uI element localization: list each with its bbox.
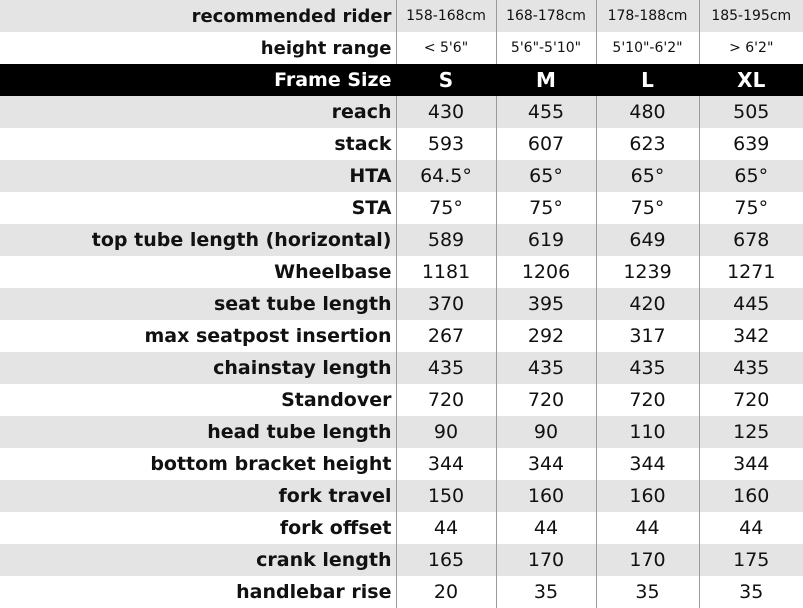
frame-size-header-value-s: S bbox=[396, 64, 496, 96]
stack-value-s: 593 bbox=[396, 128, 496, 160]
top-tube-length-horizontal-value-m: 619 bbox=[496, 224, 596, 256]
max-seatpost-insertion-row bbox=[0, 320, 803, 352]
crank-length-label: crank length bbox=[0, 544, 396, 576]
stack-value-xl: 639 bbox=[699, 128, 803, 160]
reach-label: reach bbox=[0, 96, 396, 128]
standover-row bbox=[0, 384, 803, 416]
chainstay-length-value-m: 435 bbox=[496, 352, 596, 384]
chainstay-length-row bbox=[0, 352, 803, 384]
standover-value-m: 720 bbox=[496, 384, 596, 416]
max-seatpost-insertion-value-s: 267 bbox=[396, 320, 496, 352]
reach-value-xl: 505 bbox=[699, 96, 803, 128]
head-tube-length-value-s: 90 bbox=[396, 416, 496, 448]
head-tube-length-value-m: 90 bbox=[496, 416, 596, 448]
fork-offset-label: fork offset bbox=[0, 512, 396, 544]
stack-value-l: 623 bbox=[596, 128, 699, 160]
fork-offset-value-s: 44 bbox=[396, 512, 496, 544]
crank-length-value-m: 170 bbox=[496, 544, 596, 576]
head-tube-length-value-xl: 125 bbox=[699, 416, 803, 448]
top-tube-length-horizontal-value-s: 589 bbox=[396, 224, 496, 256]
fork-travel-value-xl: 160 bbox=[699, 480, 803, 512]
wheelbase-value-s: 1181 bbox=[396, 256, 496, 288]
reach-value-s: 430 bbox=[396, 96, 496, 128]
fork-offset-row bbox=[0, 512, 803, 544]
hta-row bbox=[0, 160, 803, 192]
bottom-bracket-height-value-s: 344 bbox=[396, 448, 496, 480]
chainstay-length-value-xl: 435 bbox=[699, 352, 803, 384]
seat-tube-length-label: seat tube length bbox=[0, 288, 396, 320]
sta-value-xl: 75° bbox=[699, 192, 803, 224]
frame-size-header-label: Frame Size bbox=[0, 64, 396, 96]
sta-value-l: 75° bbox=[596, 192, 699, 224]
sta-value-m: 75° bbox=[496, 192, 596, 224]
wheelbase-row bbox=[0, 256, 803, 288]
standover-value-l: 720 bbox=[596, 384, 699, 416]
top-tube-length-horizontal-label: top tube length (horizontal) bbox=[0, 224, 396, 256]
max-seatpost-insertion-value-l: 317 bbox=[596, 320, 699, 352]
fork-offset-value-l: 44 bbox=[596, 512, 699, 544]
seat-tube-length-value-s: 370 bbox=[396, 288, 496, 320]
seat-tube-length-value-l: 420 bbox=[596, 288, 699, 320]
crank-length-value-l: 170 bbox=[596, 544, 699, 576]
bottom-bracket-height-value-m: 344 bbox=[496, 448, 596, 480]
sta-value-s: 75° bbox=[396, 192, 496, 224]
top-tube-length-horizontal-row bbox=[0, 224, 803, 256]
hta-value-m: 65° bbox=[496, 160, 596, 192]
height-range-value-xl: > 6'2" bbox=[699, 32, 803, 64]
frame-size-header-value-m: M bbox=[496, 64, 596, 96]
chainstay-length-value-l: 435 bbox=[596, 352, 699, 384]
hta-value-l: 65° bbox=[596, 160, 699, 192]
recommended-rider-label: recommended rider bbox=[0, 0, 396, 32]
height-range-row bbox=[0, 32, 803, 64]
stack-value-m: 607 bbox=[496, 128, 596, 160]
head-tube-length-value-l: 110 bbox=[596, 416, 699, 448]
reach-row bbox=[0, 96, 803, 128]
max-seatpost-insertion-label: max seatpost insertion bbox=[0, 320, 396, 352]
crank-length-value-s: 165 bbox=[396, 544, 496, 576]
fork-travel-label: fork travel bbox=[0, 480, 396, 512]
frame-size-header-row bbox=[0, 64, 803, 96]
bottom-bracket-height-value-l: 344 bbox=[596, 448, 699, 480]
handlebar-rise-value-s: 20 bbox=[396, 576, 496, 608]
reach-value-m: 455 bbox=[496, 96, 596, 128]
wheelbase-value-m: 1206 bbox=[496, 256, 596, 288]
height-range-label: height range bbox=[0, 32, 396, 64]
handlebar-rise-label: handlebar rise bbox=[0, 576, 396, 608]
frame-size-header-value-l: L bbox=[596, 64, 699, 96]
fork-travel-row bbox=[0, 480, 803, 512]
recommended-rider-value-l: 178-188cm bbox=[596, 0, 699, 32]
sta-label: STA bbox=[0, 192, 396, 224]
crank-length-row bbox=[0, 544, 803, 576]
max-seatpost-insertion-value-m: 292 bbox=[496, 320, 596, 352]
wheelbase-label: Wheelbase bbox=[0, 256, 396, 288]
handlebar-rise-value-xl: 35 bbox=[699, 576, 803, 608]
head-tube-length-label: head tube length bbox=[0, 416, 396, 448]
bottom-bracket-height-value-xl: 344 bbox=[699, 448, 803, 480]
hta-value-xl: 65° bbox=[699, 160, 803, 192]
chainstay-length-value-s: 435 bbox=[396, 352, 496, 384]
top-tube-length-horizontal-value-xl: 678 bbox=[699, 224, 803, 256]
sta-row bbox=[0, 192, 803, 224]
recommended-rider-value-xl: 185-195cm bbox=[699, 0, 803, 32]
stack-row bbox=[0, 128, 803, 160]
fork-travel-value-s: 150 bbox=[396, 480, 496, 512]
height-range-value-m: 5'6"-5'10" bbox=[496, 32, 596, 64]
handlebar-rise-value-l: 35 bbox=[596, 576, 699, 608]
stack-label: stack bbox=[0, 128, 396, 160]
standover-value-s: 720 bbox=[396, 384, 496, 416]
wheelbase-value-xl: 1271 bbox=[699, 256, 803, 288]
fork-travel-value-l: 160 bbox=[596, 480, 699, 512]
handlebar-rise-value-m: 35 bbox=[496, 576, 596, 608]
bottom-bracket-height-label: bottom bracket height bbox=[0, 448, 396, 480]
recommended-rider-value-m: 168-178cm bbox=[496, 0, 596, 32]
bottom-bracket-height-row bbox=[0, 448, 803, 480]
recommended-rider-row bbox=[0, 0, 803, 32]
standover-value-xl: 720 bbox=[699, 384, 803, 416]
seat-tube-length-row bbox=[0, 288, 803, 320]
hta-label: HTA bbox=[0, 160, 396, 192]
seat-tube-length-value-m: 395 bbox=[496, 288, 596, 320]
fork-offset-value-xl: 44 bbox=[699, 512, 803, 544]
recommended-rider-value-s: 158-168cm bbox=[396, 0, 496, 32]
top-tube-length-horizontal-value-l: 649 bbox=[596, 224, 699, 256]
reach-value-l: 480 bbox=[596, 96, 699, 128]
handlebar-rise-row bbox=[0, 576, 803, 608]
hta-value-s: 64.5° bbox=[396, 160, 496, 192]
wheelbase-value-l: 1239 bbox=[596, 256, 699, 288]
head-tube-length-row bbox=[0, 416, 803, 448]
fork-offset-value-m: 44 bbox=[496, 512, 596, 544]
max-seatpost-insertion-value-xl: 342 bbox=[699, 320, 803, 352]
height-range-value-l: 5'10"-6'2" bbox=[596, 32, 699, 64]
chainstay-length-label: chainstay length bbox=[0, 352, 396, 384]
fork-travel-value-m: 160 bbox=[496, 480, 596, 512]
frame-size-header-value-xl: XL bbox=[699, 64, 803, 96]
standover-label: Standover bbox=[0, 384, 396, 416]
seat-tube-length-value-xl: 445 bbox=[699, 288, 803, 320]
crank-length-value-xl: 175 bbox=[699, 544, 803, 576]
height-range-value-s: < 5'6" bbox=[396, 32, 496, 64]
